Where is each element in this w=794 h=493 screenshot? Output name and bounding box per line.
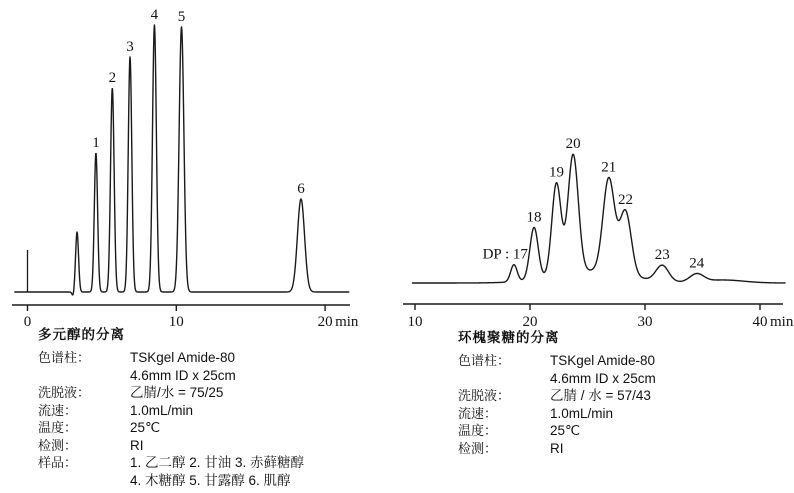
condition-row [38,419,368,437]
peak-label: 21 [601,159,617,176]
conditions-block-cyclosophoraose [458,330,788,457]
condition-value: 4.6mm ID x 25cm [550,370,656,386]
condition-label: 温度： [38,420,78,435]
axis-tick-label: 20 [522,314,538,330]
condition-value: 4.6mm ID x 25cm [130,367,236,383]
axis-tick-label: 10 [407,314,423,330]
condition-row [458,370,788,388]
condition-label: 洗脱液： [458,388,511,403]
condition-row [458,405,788,423]
condition-row [38,367,368,385]
peak-label: 5 [177,9,186,25]
condition-row [38,437,368,455]
condition-value: 1.0mL/min [550,405,614,421]
axis-tick-label: 10 [168,314,184,330]
condition-label: 检测： [38,437,78,453]
peak-label: 6 [297,181,305,197]
condition-row [458,387,788,405]
condition-row [458,352,788,370]
condition-value: RI [550,440,564,456]
condition-value: 25℃ [130,420,161,435]
condition-value: 1.0mL/min [130,402,194,418]
peak-label: 23 [654,247,670,264]
conditions-block-polyols [38,327,368,489]
condition-row [38,349,368,367]
condition-label: 流速： [458,405,498,421]
condition-row [458,440,788,458]
trace-path [412,154,785,283]
chromatogram-polyols [0,0,380,330]
condition-value: TSKgel Amide-80 [550,353,656,368]
condition-row [38,454,368,472]
condition-row [38,472,368,490]
peak-label: 1 [92,135,100,151]
condition-value: 4. 木糖醇 5. 甘露醇 6. 肌醇 [130,472,291,488]
peak-label: 3 [126,39,134,55]
conditions-rows [38,349,368,489]
peak-label: 20 [565,136,581,153]
axis-tick-label: 20 [317,314,333,330]
peak-label: 4 [150,7,159,23]
condition-label: 洗脱液： [38,385,91,400]
condition-value: 1. 乙二醇 2. 甘油 3. 赤藓糖醇 [130,455,305,470]
chart-title-polyols: 多元醇的分离 [38,327,125,342]
condition-row [38,402,368,420]
axis-tick-label: 30 [637,314,653,330]
condition-row [458,422,788,440]
condition-value: TSKgel Amide-80 [130,350,236,365]
axis-unit-label: min [335,314,359,330]
peak-label: DP : 17 [482,246,528,263]
axis-unit-label: min [770,314,794,330]
condition-label: 色谱柱： [38,350,91,365]
condition-value: RI [130,437,144,453]
peak-label: 18 [526,209,542,226]
peak-label: 2 [108,70,117,86]
peak-label: 24 [689,255,705,272]
condition-value: 乙腈/水 = 75/25 [130,385,224,400]
condition-value: 乙腈 / 水 = 57/43 [550,388,651,403]
condition-label: 流速： [38,402,78,418]
chart-title-cyclosophoraose: 环槐聚糖的分离 [458,330,560,345]
peak-label: 19 [548,164,564,181]
condition-label: 检测： [458,440,498,456]
chromatogram-cyclosophoraose [395,0,794,330]
condition-label: 色谱柱： [458,353,511,368]
conditions-rows [458,352,788,457]
axis-tick-label: 0 [23,314,32,330]
axis-tick-label: 40 [752,314,768,330]
condition-value: 25℃ [550,423,581,438]
trace-path [15,25,349,295]
condition-row [38,384,368,402]
condition-label: 温度： [458,423,498,438]
condition-label: 样品： [38,455,78,470]
peak-label: 22 [617,191,633,208]
